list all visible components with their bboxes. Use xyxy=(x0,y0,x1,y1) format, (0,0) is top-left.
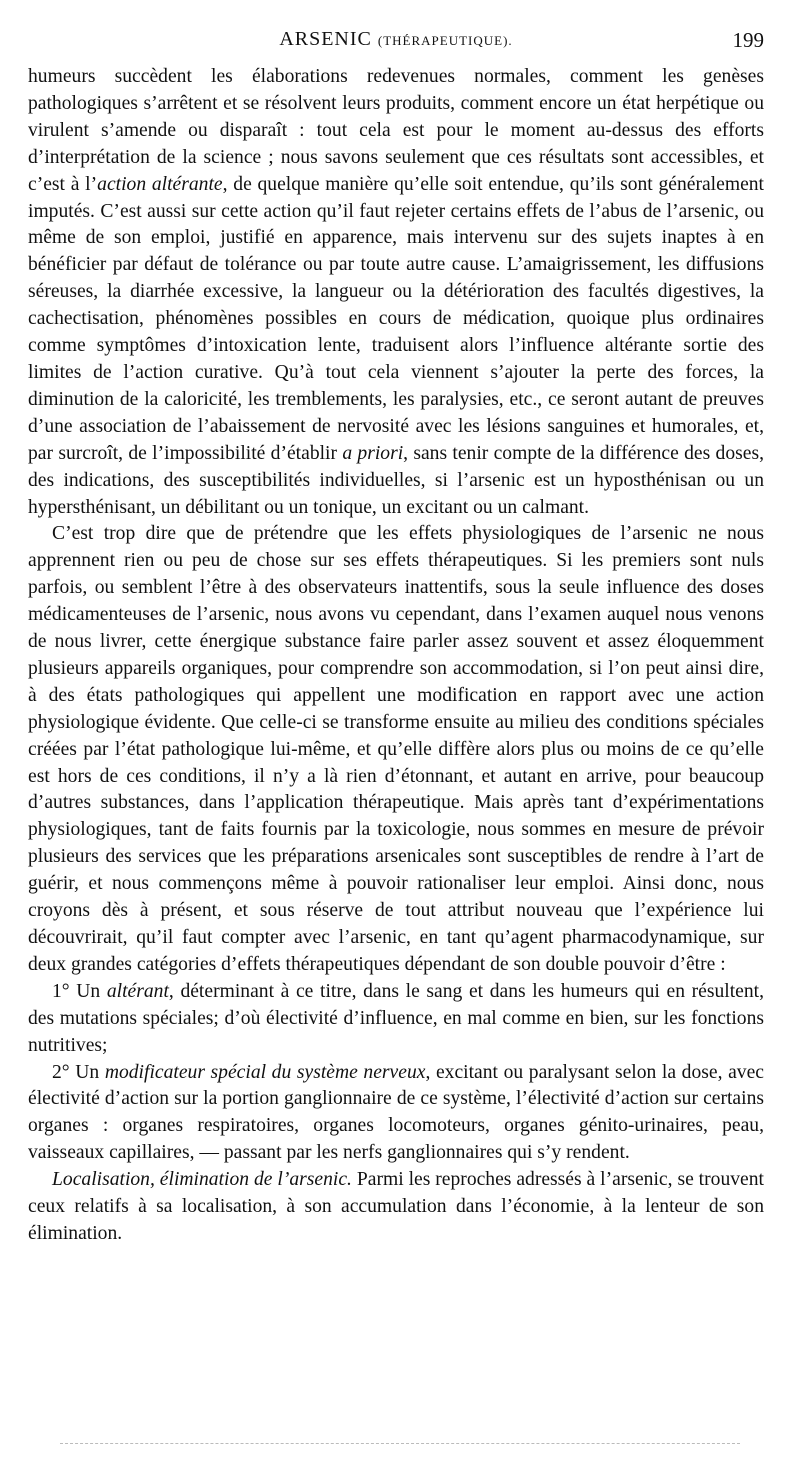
paragraph-1-text-c: , sans tenir compte de la différence des doses, des indications, des susceptibilités individuelles, si l’arsenic est un hyposthénisan ou un hypersthénisant, un débilitant ou un tonique, un excitant ou un calmant. xyxy=(28,442,764,518)
footer-rule xyxy=(60,1443,740,1444)
running-title xyxy=(28,28,764,51)
paragraph-2: C’est trop dire que de prétendre que les effets physiologiques de l’arsenic ne nous apprennent rien ou peu de chose sur ses effets thérapeutiques. Si les premiers sont nuls parfois, ou semblent l’être à des observateurs inattentifs, sous la seule influence des doses médicamenteuses de l’arsenic, nous avons vu cependant, dans l’examen auquel nous venons de nous livrer, cette énergique substance faire parler assez souvent et assez éloquemment plusieurs appareils organiques, pour comprendre son accommodation, si l’on peut ainsi dire, à des états pathologiques qui appellent une modification en rapport avec une action physiologique évidente. Que celle-ci se transforme ensuite au milieu des conditions spéciales créées par l’état pathologique lui-même, et qu’elle diffère alors plus ou moins de ce qu’elle est hors de ces conditions, il n’y a là rien d’étonnant, et autant en arrive, pour beaucoup d’autres substances, dans l’application thérapeutique. Mais après tant d’expérimentations physiologiques, tant de faits fournis par la toxicologie, nous sommes en mesure de prévoir plusieurs des services que les préparations arsenicales sont susceptibles de rendre à l’art de guérir, et nous commençons même à pouvoir rationaliser leur emploi. Ainsi donc, nous croyons dès à présent, et sous réserve de tout attribut nouveau que l’expérience lui découvrirait, qu’il faut compter avec l’arsenic, en tant qu’agent pharmacodynamique, sur deux grandes catégories d’effets thérapeutiques dépendant de son double pouvoir d’être : xyxy=(28,523,764,975)
page-number: 199 xyxy=(732,28,764,52)
paragraph-1-text-a: humeurs succèdent les élaborations redevenues normales, comment les genèses pathologiques s’arrêtent et se résolvent leurs produits, comment encore un état herpétique ou virulent s’amende ou disparaît : tout cela est pour le moment au-dessus des efforts d’interprétation de la science ; nous savons seulement que ces résultats sont accessibles, et c’est à l’ xyxy=(28,66,764,195)
paragraph-4 xyxy=(28,1060,764,1168)
paragraph-1-text-b: , de quelque manière qu’elle soit entendue, qu’ils sont généralement imputés. C’est aussi sur cette action qu’il faut rejeter certains effets de l’abus de l’arsenic, ou même de son emploi, justifié en apparence, mais intervenu sur des sujets inaptes à en bénéficier par défaut de tolérance ou par toute autre cause. L’amaigrissement, les diffusions séreuses, la diarrhée excessive, la langueur ou la détérioration des facultés digestives, la cachectisation, phénomènes possibles en cours de médication, quoique plus ordinaires comme symptômes d’intoxication lente, traduisent alors l’influence altérante sortie des limites de l’action curative. Qu’à tout cela viennent s’ajouter la perte des forces, la diminution de la caloricité, les tremblements, les paralysies, etc., ce seront autant de preuves d’une association de l’abaissement de nervosité avec les lésions sanguines et humorales, et, par surcroît, de l’impossibilité d’établir xyxy=(28,173,765,464)
running-title-sub: (THÉRAPEUTIQUE). xyxy=(377,33,513,48)
body-text xyxy=(28,64,764,1248)
list-item-2-text: , excitant ou paralysant selon la dose, avec électivité d’action sur la portion ganglionnaire de ce système, l’électivité d’action sur certains organes : organes respiratoires, organes locomoteurs, organes génito-urinaires, peau, vaisseaux capillaires, — passant par les nerfs ganglionnaires qui s’y rendent. xyxy=(28,1061,764,1164)
list-item-1-text: , déterminant à ce titre, dans le sang et dans les humeurs qui en résultent, des mutations spéciales; d’où électivité d’influence, en mal comme en bien, sur les fonctions nutritives; xyxy=(28,980,764,1056)
paragraph-1-italic-b: a priori xyxy=(342,442,404,464)
paragraph-5-text: Parmi les reproches adressés à l’arsenic, se trouvent ceux relatifs à sa localisation, à son accumulation dans l’économie, à la lenteur de son élimination. xyxy=(28,1169,764,1244)
paragraph-5 xyxy=(28,1167,764,1248)
list-item-2-number: 2° Un xyxy=(52,1061,105,1083)
paragraph-3 xyxy=(28,979,764,1060)
page-header xyxy=(28,28,764,64)
paragraph-1-italic-a: action altérante xyxy=(97,173,223,195)
running-title-main: ARSENIC xyxy=(279,28,372,50)
paragraph-1 xyxy=(28,64,764,521)
list-item-1-italic: altérant xyxy=(106,980,169,1002)
list-item-1-number: 1° Un xyxy=(52,980,107,1002)
list-item-2-italic: modificateur spécial du système nerveux xyxy=(104,1061,426,1083)
book-page xyxy=(28,28,764,1248)
section-heading: Localisation, élimination de l’arsenic. xyxy=(52,1169,352,1191)
